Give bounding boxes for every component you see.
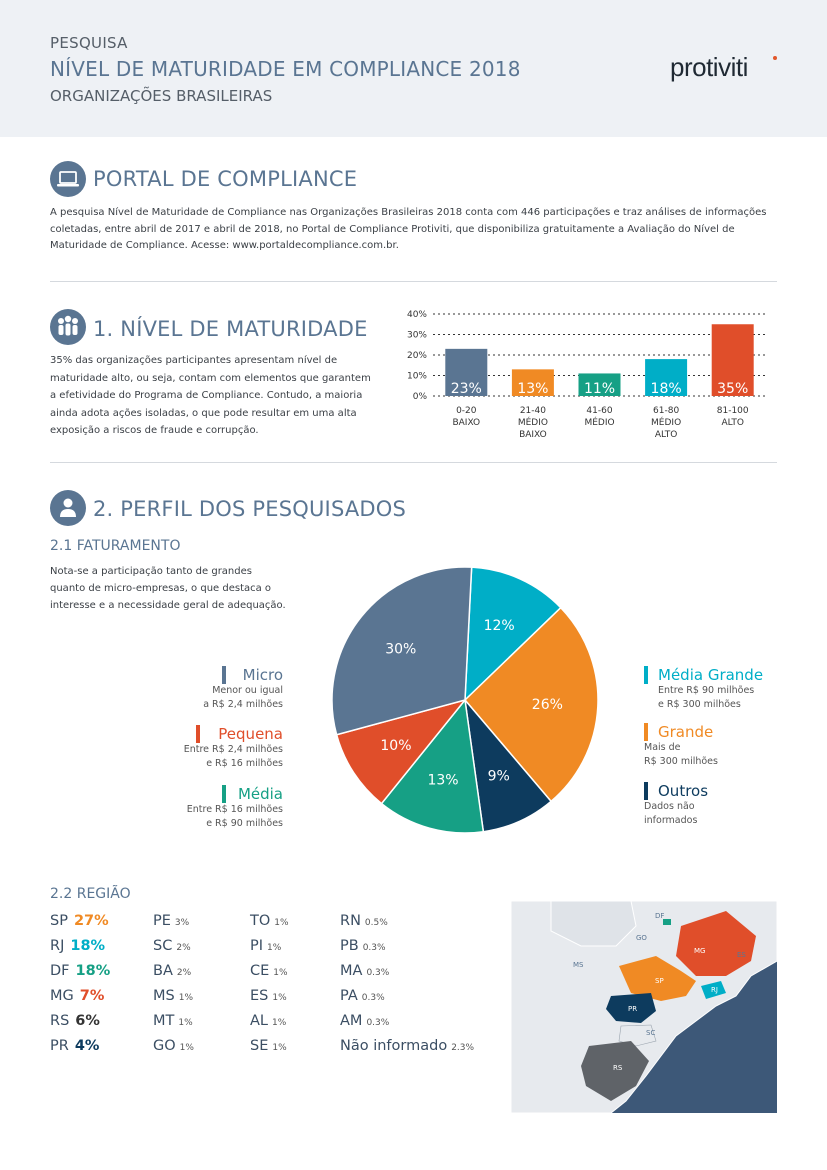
legend-name: Micro bbox=[242, 666, 283, 684]
map-label: GO bbox=[636, 934, 647, 942]
maturity-bar-chart bbox=[400, 306, 780, 451]
region-uf: RN bbox=[340, 913, 361, 929]
faturamento-text: Nota-se a participação tanto de grandes quanto de micro-empresas, o que destaca o interesse e a necessidade geral de adequação. bbox=[50, 566, 286, 611]
y-tick-label: 10% bbox=[406, 371, 427, 382]
region-item bbox=[250, 963, 288, 979]
portal-text: A pesquisa Nível de Maturidade de Compliance nas Organizações Brasileiras 2018 conta com 446 participações e traz análises de informações coletadas, entre abril de 2017 e abril de 2018, no Portal de Compliance Protiviti, que disponibiliza gratuitamente a Avaliação do Nível de Maturidade de Compliance. Acesse: www.portaldecompliance.com.br. bbox=[50, 207, 767, 251]
region-pct: 27% bbox=[73, 913, 109, 929]
map-svg bbox=[511, 901, 777, 1113]
legend-media bbox=[133, 785, 283, 831]
region-pct: 0.3% bbox=[366, 1018, 390, 1028]
region-item bbox=[50, 988, 104, 1004]
protiviti-logo: protiviti bbox=[670, 52, 748, 82]
region-pct: 0.5% bbox=[364, 918, 388, 928]
region-pct: 1% bbox=[179, 1043, 194, 1053]
region-uf: PB bbox=[340, 938, 359, 954]
laptop-icon bbox=[50, 161, 86, 197]
maturidade-title: 1. NÍVEL DE MATURIDADE bbox=[93, 317, 368, 341]
regiao-title: 2.2 REGIÃO bbox=[50, 886, 131, 902]
map-label: RS bbox=[613, 1064, 623, 1072]
pie-value-label: 9% bbox=[487, 768, 510, 785]
region-item bbox=[250, 913, 289, 929]
x-tick-label: MÉDIO bbox=[651, 418, 682, 428]
region-item bbox=[153, 988, 193, 1004]
portal-title: PORTAL DE COMPLIANCE bbox=[93, 167, 358, 191]
x-tick-label: 41-60 bbox=[586, 406, 613, 416]
x-tick-label: BAIXO bbox=[452, 418, 481, 428]
bar-value-label: 23% bbox=[450, 381, 482, 397]
region-pct: 1% bbox=[273, 968, 288, 978]
perfil-title: 2. PERFIL DOS PESQUISADOS bbox=[93, 497, 407, 521]
region-pct: 0.3% bbox=[362, 943, 386, 953]
y-tick-label: 40% bbox=[406, 310, 427, 320]
region-item bbox=[153, 913, 189, 929]
bar-value-label: 18% bbox=[650, 381, 682, 397]
region-uf: PE bbox=[153, 913, 171, 929]
region-uf: PR bbox=[50, 1038, 69, 1054]
x-tick-label: ALTO bbox=[654, 430, 678, 440]
legend-desc: a R$ 2,4 milhões bbox=[203, 699, 283, 710]
legend-desc: Mais de bbox=[644, 742, 681, 753]
legend-desc: R$ 300 milhões bbox=[644, 756, 718, 767]
region-item bbox=[340, 938, 386, 954]
region-item bbox=[153, 938, 191, 954]
region-item bbox=[340, 988, 385, 1004]
region-item bbox=[250, 938, 281, 954]
pie-value-label: 30% bbox=[385, 641, 417, 658]
region-item bbox=[153, 1013, 193, 1029]
region-item bbox=[340, 963, 389, 979]
region-pct: 1% bbox=[272, 993, 287, 1003]
region-pct: 1% bbox=[178, 1018, 193, 1028]
region-item bbox=[340, 1038, 474, 1054]
region-pct: 18% bbox=[75, 963, 111, 979]
map-label: PR bbox=[628, 1005, 638, 1013]
region-pct: 1% bbox=[272, 1043, 287, 1053]
bar-value-label: 11% bbox=[583, 381, 616, 397]
brazil-map bbox=[511, 901, 777, 1113]
region-uf: CE bbox=[250, 963, 270, 979]
region-uf: Não informado bbox=[340, 1038, 448, 1054]
people-group-icon bbox=[50, 309, 86, 345]
region-uf: AM bbox=[340, 1013, 363, 1029]
pie-value-label: 13% bbox=[427, 772, 459, 789]
bar-value-label: 35% bbox=[717, 381, 749, 397]
legend-grande bbox=[644, 723, 804, 769]
legend-desc: Entre R$ 16 milhões bbox=[186, 804, 283, 815]
region-uf: PA bbox=[340, 988, 358, 1004]
header-subtitle: ORGANIZAÇÕES BRASILEIRAS bbox=[50, 87, 273, 105]
region-uf: MS bbox=[153, 988, 175, 1004]
legend-desc: Dados não bbox=[644, 801, 695, 812]
legend-desc: e R$ 90 milhões bbox=[206, 818, 283, 829]
region-pct: 1% bbox=[267, 943, 282, 953]
header-title: NÍVEL DE MATURIDADE EM COMPLIANCE 2018 bbox=[50, 57, 521, 81]
divider bbox=[50, 281, 777, 282]
map-label: SP bbox=[655, 977, 664, 985]
legend-desc: Entre R$ 90 milhões bbox=[658, 685, 755, 696]
y-tick-label: 30% bbox=[406, 330, 427, 341]
legend-swatch bbox=[196, 725, 200, 743]
region-pct: 7% bbox=[79, 988, 105, 1004]
region-pct: 0.3% bbox=[361, 993, 385, 1003]
region-pct: 18% bbox=[70, 938, 106, 954]
region-item bbox=[50, 938, 105, 954]
x-tick-label: ALTO bbox=[721, 418, 744, 428]
legend-desc: e R$ 16 milhões bbox=[206, 758, 283, 769]
bar-value-label: 13% bbox=[517, 381, 549, 397]
y-tick-label: 0% bbox=[412, 392, 427, 402]
region-uf: SC bbox=[153, 938, 173, 954]
legend-name: Média Grande bbox=[658, 666, 764, 684]
region-uf: MG bbox=[50, 988, 74, 1004]
map-label: RJ bbox=[711, 986, 718, 994]
region-item bbox=[50, 1013, 100, 1029]
region-uf: MT bbox=[153, 1013, 175, 1029]
region-uf: DF bbox=[50, 963, 70, 979]
region-pct: 4% bbox=[74, 1038, 100, 1054]
region-item bbox=[250, 1038, 287, 1054]
region-pct: 1% bbox=[272, 1018, 287, 1028]
legend-micro bbox=[133, 666, 283, 712]
region-item bbox=[250, 988, 287, 1004]
pie-value-label: 12% bbox=[483, 617, 515, 634]
pie-value-label: 26% bbox=[531, 697, 563, 714]
region-item bbox=[50, 913, 109, 929]
faturamento-pie-chart bbox=[320, 560, 610, 845]
legend-desc: e R$ 300 milhões bbox=[658, 699, 741, 710]
region-pct: 0.3% bbox=[366, 968, 390, 978]
region-uf: SE bbox=[250, 1038, 269, 1054]
legend-name: Pequena bbox=[218, 725, 283, 743]
legend-name: Outros bbox=[658, 782, 709, 800]
region-pct: 2% bbox=[176, 968, 192, 978]
x-tick-label: MÉDIO bbox=[517, 418, 548, 428]
region-uf: PI bbox=[250, 938, 264, 954]
region-pct: 1% bbox=[178, 993, 193, 1003]
pie-value-label: 10% bbox=[380, 738, 412, 755]
legend-desc: informados bbox=[644, 815, 698, 826]
legend-outros bbox=[644, 782, 804, 828]
legend-swatch bbox=[222, 666, 226, 684]
x-tick-label: 81-100 bbox=[716, 406, 749, 416]
region-uf: GO bbox=[153, 1038, 176, 1054]
region-item bbox=[50, 1038, 99, 1054]
region-uf: ES bbox=[250, 988, 269, 1004]
x-tick-label: 0-20 bbox=[456, 406, 477, 416]
legend-media-grande bbox=[644, 666, 824, 712]
faturamento-title: 2.1 FATURAMENTO bbox=[50, 538, 181, 554]
region-pct: 2% bbox=[176, 943, 191, 953]
region-pct: 6% bbox=[75, 1013, 100, 1029]
region-item bbox=[50, 963, 110, 979]
legend-swatch bbox=[222, 785, 226, 803]
x-tick-label: BAIXO bbox=[519, 430, 547, 440]
region-item bbox=[340, 913, 388, 929]
region-item bbox=[153, 963, 191, 979]
x-tick-label: MÉDIO bbox=[584, 418, 615, 428]
region-pct: 1% bbox=[274, 918, 289, 928]
map-label: MS bbox=[573, 961, 584, 969]
region-uf: RS bbox=[50, 1013, 70, 1029]
header-kicker: PESQUISA bbox=[50, 34, 128, 52]
region-uf: SP bbox=[50, 913, 68, 929]
legend-name: Grande bbox=[658, 723, 714, 741]
region-uf: AL bbox=[250, 1013, 268, 1029]
maturidade-text: 35% das organizações participantes apresentam nível de maturidade alto, ou seja, contam com elementos que garantem a efetividade do Programa de Compliance. Contudo, a maioria ainda adota ações isoladas, o que pode resultar em uma alta exposição a riscos de fraude e corrupção. bbox=[50, 355, 371, 436]
legend-desc: Menor ou igual bbox=[212, 685, 283, 696]
legend-desc: Entre R$ 2,4 milhões bbox=[183, 744, 283, 755]
region-item bbox=[153, 1038, 194, 1054]
legend-pequena bbox=[133, 725, 283, 771]
divider bbox=[50, 462, 777, 463]
region-uf: MA bbox=[340, 963, 363, 979]
map-label: DF bbox=[655, 912, 665, 920]
region-item bbox=[340, 1013, 389, 1029]
x-tick-label: 21-40 bbox=[519, 406, 546, 416]
region-pct: 2.3% bbox=[451, 1043, 475, 1053]
map-label: SC bbox=[646, 1029, 656, 1037]
legend-name: Média bbox=[237, 785, 283, 803]
map-label: ES bbox=[737, 951, 746, 959]
map-label: MG bbox=[694, 947, 706, 955]
header-banner bbox=[0, 0, 827, 137]
y-tick-label: 20% bbox=[406, 351, 427, 361]
region-uf: RJ bbox=[50, 938, 65, 954]
region-item bbox=[250, 1013, 286, 1029]
region-uf: TO bbox=[250, 913, 271, 929]
region-pct: 3% bbox=[174, 918, 190, 928]
logo-dot bbox=[773, 56, 777, 60]
user-icon bbox=[50, 490, 86, 526]
x-tick-label: 61-80 bbox=[653, 406, 680, 416]
region-uf: BA bbox=[153, 963, 173, 979]
